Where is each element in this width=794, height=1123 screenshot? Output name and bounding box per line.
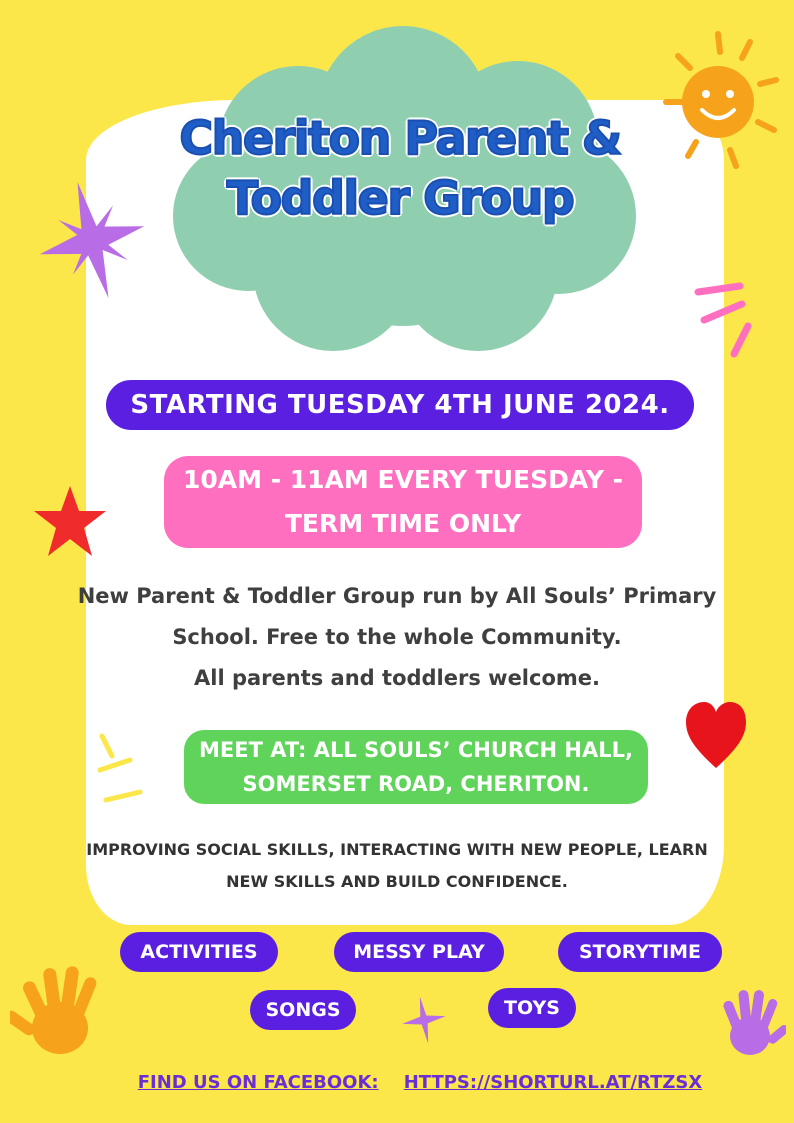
description-line-1: New Parent & Toddler Group run by All Souls’ Primary (77, 584, 717, 608)
sparkle-icon (402, 996, 446, 1044)
heart-icon (684, 700, 748, 770)
tag-songs: SONGS (250, 990, 356, 1030)
tag-storytime: STORYTIME (558, 932, 722, 972)
facebook-url[interactable]: HTTPS://SHORTURL.AT/RTZSX (403, 1072, 703, 1093)
tag-messy-play: MESSY PLAY (334, 932, 504, 972)
star-icon (32, 484, 108, 558)
benefits-line-2: NEW SKILLS AND BUILD CONFIDENCE. (226, 872, 568, 891)
tag-toys: TOYS (488, 988, 576, 1028)
description-line-3: All parents and toddlers welcome. (194, 666, 600, 690)
page-title (160, 108, 640, 228)
sun-icon (650, 30, 782, 175)
facebook-link-line (100, 1068, 740, 1098)
benefits-text (40, 834, 754, 898)
tag-activities: ACTIVITIES (120, 932, 278, 972)
benefits-line-1: IMPROVING SOCIAL SKILLS, INTERACTING WITH NEW PEOPLE, LEARN (86, 840, 708, 859)
dash-decoration-icon (690, 280, 760, 360)
description-line-2: School. Free to the whole Community. (172, 625, 622, 649)
start-date-banner: STARTING TUESDAY 4TH JUNE 2024. (106, 380, 694, 430)
hand-print-icon (10, 960, 110, 1060)
title-line-1: Cheriton Parent & (179, 111, 621, 165)
schedule-banner (164, 456, 642, 548)
description-text (40, 576, 754, 699)
meeting-location-banner (184, 730, 648, 804)
title-line-2: Toddler Group (226, 171, 574, 225)
line-decoration-icon (96, 730, 146, 810)
schedule-line-2: TERM TIME ONLY (284, 509, 522, 538)
hand-print-icon (712, 984, 786, 1058)
meeting-line-2: SOMERSET ROAD, CHERITON. (242, 772, 590, 796)
facebook-label: FIND US ON FACEBOOK: (137, 1072, 379, 1093)
starburst-icon (38, 180, 148, 300)
schedule-line-1: 10AM - 11AM EVERY TUESDAY - (182, 465, 624, 494)
meeting-line-1: MEET AT: ALL SOULS’ CHURCH HALL, (199, 738, 633, 762)
